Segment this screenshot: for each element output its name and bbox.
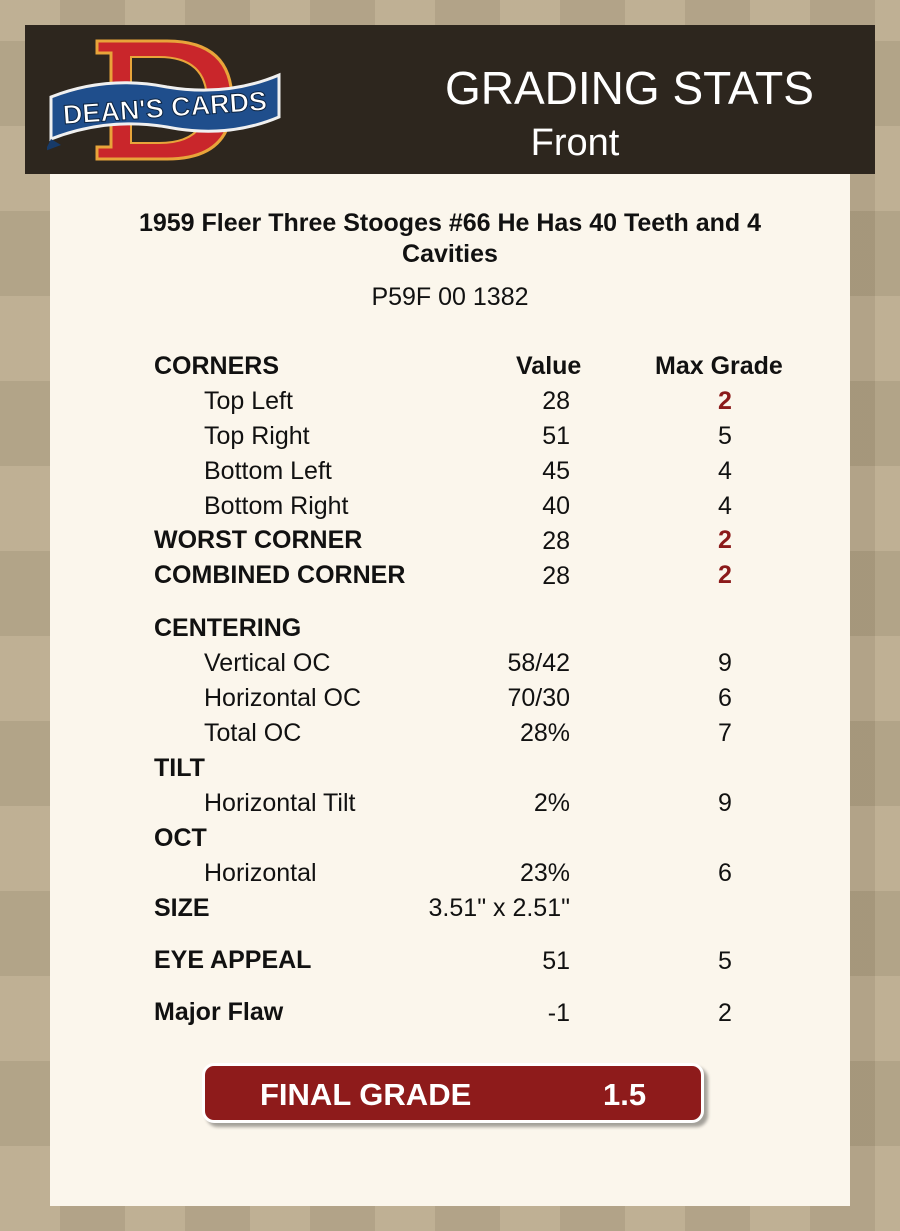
- stat-value: 51: [542, 947, 570, 975]
- stat-value: 70/30: [507, 684, 570, 712]
- stat-row-horizontal-tilt: [50, 789, 850, 819]
- stat-row-worst-corner: [50, 526, 850, 556]
- section-eye-appeal: EYE APPEAL: [154, 946, 312, 974]
- stat-row-oct-horizontal: [50, 859, 850, 889]
- svg-text:DEAN'S CARDS: DEAN'S CARDS: [61, 85, 268, 131]
- stat-label: Horizontal OC: [204, 684, 361, 712]
- stat-row-top-left: [50, 387, 850, 417]
- section-major-flaw: Major Flaw: [154, 998, 284, 1026]
- stat-grade: 5: [718, 947, 732, 975]
- stat-value: 40: [542, 492, 570, 520]
- stat-value: -1: [547, 999, 570, 1027]
- tilt-header-row: [50, 754, 850, 784]
- oct-header-row: [50, 824, 850, 854]
- stat-row-eye-appeal: [50, 946, 850, 976]
- stat-grade: 4: [718, 457, 732, 485]
- stat-grade: 9: [718, 649, 732, 677]
- stat-value: 58/42: [507, 649, 570, 677]
- deans-cards-logo: [47, 35, 287, 165]
- stat-grade: 2: [718, 387, 732, 415]
- stat-value: 45: [542, 457, 570, 485]
- stat-row-size: [50, 894, 850, 924]
- stat-grade: 2: [718, 561, 732, 589]
- stat-grade: 2: [718, 999, 732, 1027]
- stat-label: COMBINED CORNER: [154, 561, 406, 589]
- stat-row-horizontal-oc: [50, 684, 850, 714]
- section-centering: CENTERING: [154, 614, 302, 642]
- final-grade-label: FINAL GRADE: [260, 1077, 472, 1112]
- stat-label: Total OC: [204, 719, 302, 747]
- card-code: P59F 00 1382: [371, 283, 529, 311]
- stat-grade: 5: [718, 422, 732, 450]
- corners-header-row: [50, 352, 850, 382]
- stat-row-bottom-right: [50, 492, 850, 522]
- column-header-value: Value: [516, 352, 582, 380]
- stat-grade: 6: [718, 859, 732, 887]
- stat-grade: 6: [718, 684, 732, 712]
- stat-row-total-oc: [50, 719, 850, 749]
- column-header-max-grade: Max Grade: [655, 352, 783, 380]
- centering-header-row: [50, 614, 850, 644]
- section-tilt: TILT: [154, 754, 205, 782]
- section-oct: OCT: [154, 824, 207, 852]
- section-corners: CORNERS: [154, 352, 280, 380]
- stat-value: 28%: [519, 719, 570, 747]
- stat-row-major-flaw: [50, 998, 850, 1028]
- stat-grade: 2: [718, 526, 732, 554]
- page-subtitle: Front: [530, 122, 620, 164]
- stat-grade: 4: [718, 492, 732, 520]
- stat-value: 28: [542, 562, 570, 590]
- card-title: 1959 Fleer Three Stooges #66 He Has 40 Teeth and 4 Cavities: [138, 209, 762, 268]
- stat-row-bottom-left: [50, 457, 850, 487]
- stats-panel: [50, 174, 850, 1206]
- stat-value: 28: [542, 387, 570, 415]
- stat-value: 28: [542, 527, 570, 555]
- page-title: GRADING STATS: [445, 62, 814, 114]
- stat-label: Bottom Left: [204, 457, 332, 485]
- stat-label: Vertical OC: [204, 649, 331, 677]
- stat-value: 2%: [533, 789, 570, 817]
- final-grade-value: 1.5: [603, 1077, 647, 1112]
- section-size: SIZE: [154, 894, 210, 922]
- stat-label: Top Left: [204, 387, 293, 415]
- stat-value: 3.51" x 2.51": [428, 894, 570, 922]
- stat-label: Top Right: [204, 422, 310, 450]
- stat-grade: 9: [718, 789, 732, 817]
- stat-row-combined-corner: [50, 561, 850, 591]
- stat-label: Bottom Right: [204, 492, 349, 520]
- stat-label: WORST CORNER: [154, 526, 363, 554]
- stat-row-top-right: [50, 422, 850, 452]
- stat-value: 51: [542, 422, 570, 450]
- stat-label: Horizontal: [204, 859, 317, 887]
- stat-row-vertical-oc: [50, 649, 850, 679]
- header-bar: [25, 25, 875, 174]
- final-grade-button[interactable]: [202, 1063, 704, 1123]
- stat-value: 23%: [519, 859, 570, 887]
- stat-label: Horizontal Tilt: [204, 789, 356, 817]
- stat-grade: 7: [718, 719, 732, 747]
